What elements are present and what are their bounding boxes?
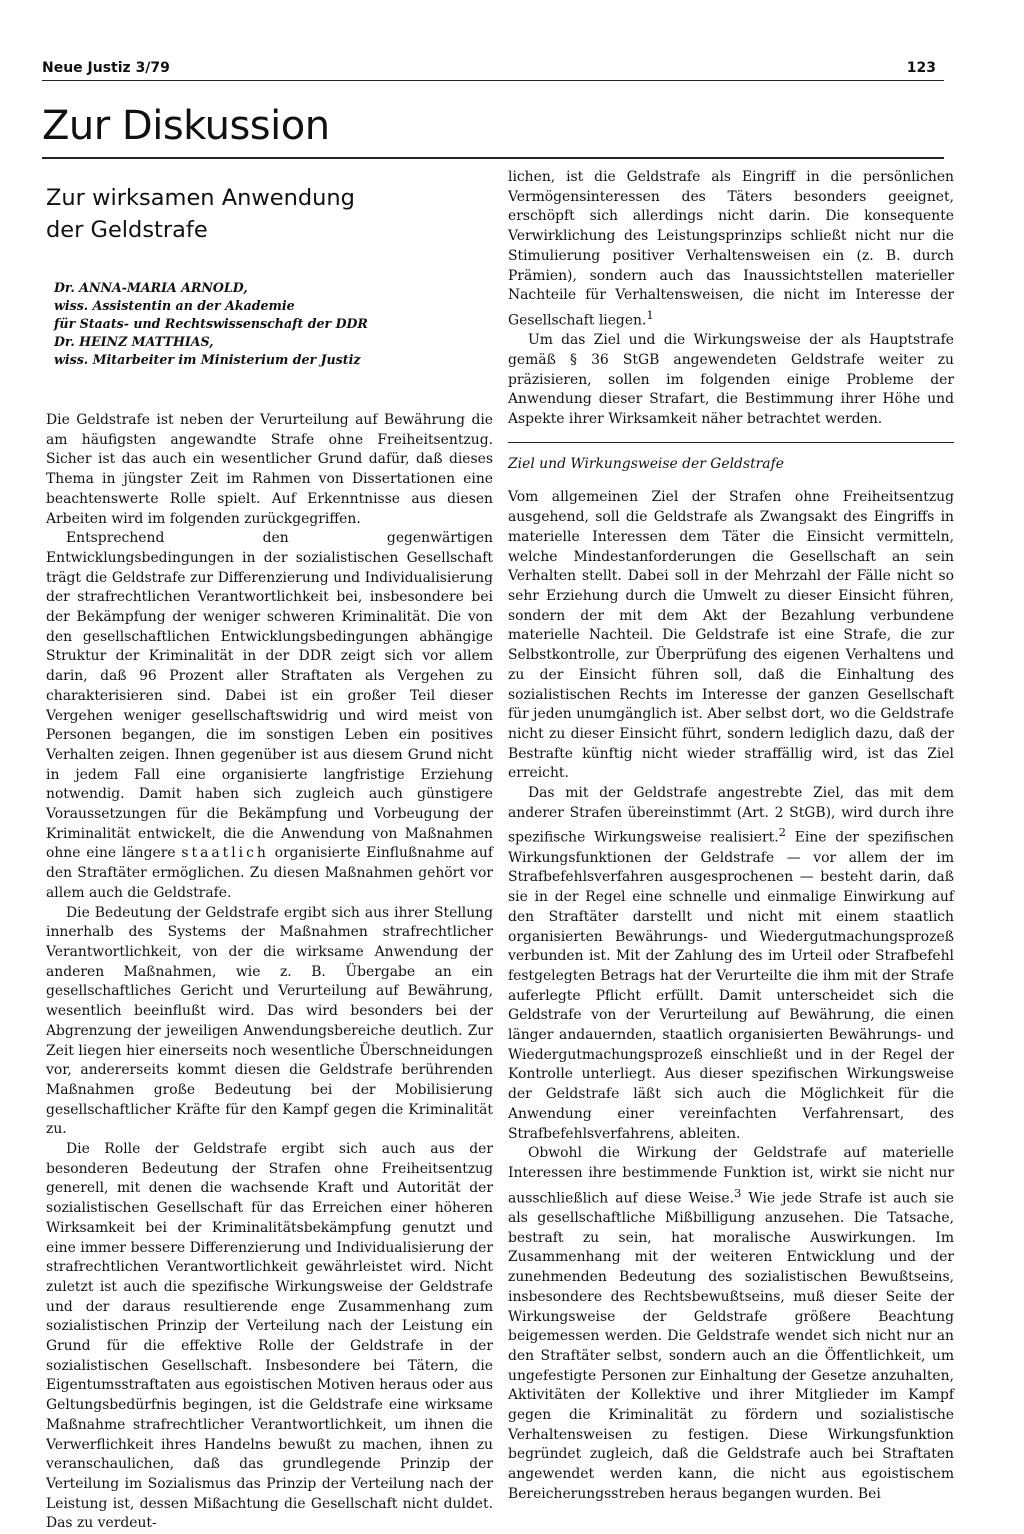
paragraph: Die Geldstrafe ist neben der Verurteilung auf Bewährung die am häufigsten angewandte Strafe ohne Freiheitsentzug. Sicher ist das auch ein wesentlicher Grund dafür, daß dieses Thema in jüngster Zeit im Rahmen von Dissertationen eine beachtenswerte Rolle spielt. Auf Erkenntnisse aus diesen Arbeiten wird im folgenden zurückgegriffen. [46,412,493,527]
paragraph-text: organisierte Einflußnahme auf den Straftäter ermöglichen. Zu diesen Maßnahmen gehört vor allem auch die Geldstrafe. [46,845,494,901]
paragraph [508,784,954,1144]
section-rule [42,157,944,159]
paragraph-text: lichen, ist die Geldstrafe als Eingriff in die persönlichen Vermögensinteressen des Täters besonders geeignet, erschöpft sich allerdings nicht darin. Die konsequente Verwirklichung des Leistungsprinzips schließt nicht nur die Stimulierung positiver Verhaltensweisen ein (z. B. durch Prämien), sondern auch das Inaussichtstellen materieller Nachteile für Verhaltensweisen, die nicht im Interesse der Gesellschaft liegen. [508,169,954,329]
paragraph: Die Bedeutung der Geldstrafe ergibt sich aus ihrer Stellung innerhalb des Systems der Maßnahmen strafrechtlicher Verantwortlichkeit, von der die wirksame Anwendung der anderen Maßnahmen, wie z. B. Übergabe an ein gesellschaftliches Gericht und Verurteilung auf Bewährung, wesentlich beeinflußt wird. Das wird besonders bei der Abgrenzung der jeweiligen Anwendungsbereiche deutlich. Zur Zeit liegen hier einerseits noch wesentliche Überschneidungen vor, andererseits kommt diesen die Geldstrafe berührenden Maßnahmen große Bedeutung bei der Mobilisierung gesellschaftlicher Kräfte für den Kampf gegen die Kriminalität zu. [46,904,493,1138]
author-2-name: Dr. HEINZ MATTHIAS, [54,334,214,349]
paragraph: Um das Ziel und die Wirkungsweise der als Hauptstrafe gemäß § 36 StGB angewendeten Geldstrafe weiter zu präzisieren, sollen im folgenden einige Probleme der Anwendung dieser Strafart, die Bestimmung ihrer Höhe und Aspekte ihrer Wirksamkeit näher betrachtet werden. [508,332,954,428]
journal-issue: Neue Justiz 3/79 [42,60,170,76]
paragraph-text: Das mit der Geldstrafe angestrebte Ziel, das mit dem anderer Strafen übereinstimmt (Art. 2 StGB), wird durch ihre spezifische Wirkungsweise realisiert. [508,785,954,847]
subsection-heading: Ziel und Wirkungsweise der Geldstrafe [508,455,784,472]
left-column [46,168,493,1534]
paragraph [46,529,493,903]
paragraph-text: Wie jede Strafe ist auch sie als gesellschaftliche Mißbilligung anzusehen. Die Tatsache, bestraft zu sein, hat moralische Auswirkungen. Im Zusammenhang mit der weiteren Entwicklung und der zunehmenden Bedeutung des sozialistischen Bewußtseins, insbesondere des Rechtsbewußtseins, muß dieser Seite der Wirkungsweise der Geldstrafe größere Beachtung beigemessen werden. Die Geldstrafe wendet sich nicht nur an den Straftäter selbst, sondern auch an die Öffentlichkeit, um ungefestigte Personen zur Einhaltung der Gesetze anzuhalten, Aktivitäten der Kollektive und ihrer Mitglieder im Kampf gegen die Kriminalität zu fördern und sozialistische Verhaltensweisen zu festigen. Diese Wirkungsfunktion begründet zugleich, daß die Geldstrafe auch bei Straftaten angewendet werden kann, die nicht aus egoistischem Bereicherungsstreben heraus begangen wurden. Bei [508,1190,955,1502]
footnote-marker: 2 [778,825,786,840]
paragraph-text: Obwohl die Wirkung der Geldstrafe auf materielle Interessen ihre bestimmende Funktion ist, wirkt sie nicht nur ausschließlich auf diese Weise. [508,1145,954,1207]
subsection-rule [508,442,954,443]
author-1-affiliation-cont: für Staats- und Rechtswissenschaft der DDR [54,316,368,331]
article-title-line-1: Zur wirksamen Anwendung [46,185,355,211]
article-title [46,182,493,246]
paragraph-text: Eine der spezifischen Wirkungsfunktionen der Geldstrafe — vor allem der im Strafbefehlsverfahren ausgesprochenen — besteht darin, daß sie in der Regel eine schnelle und einmalige Einwirkung auf den Straftäter darstellt und nicht mit einem staatlich organisierten Bewährungs- und Wiedergutmachungsprozeß verbunden ist. Mit der Zahlung des im Urteil oder Strafbefehl festgelegten Betrags hat der Verurteilte die ihm mit der Strafe auferlegte Pflicht erfüllt. Damit unterscheidet sich die Geldstrafe von der Verurteilung auf Bewährung, die einen länger andauernden, staatlich organisierten Bewährungs- und Wiedergutmachungsprozeß einschließt und in der Regel der Kontrolle unterliegt. Aus dieser spezifischen Wirkungsweise der Geldstrafe läßt sich auch die Möglichkeit für die Anwendung einer vereinfachten Verfahrensart, des Strafbefehlsverfahrens, ableiten. [508,830,954,1142]
paragraph [508,1144,954,1504]
emphasized-word: staatlich [181,845,269,862]
page-number: 123 [906,60,936,76]
paragraph-text: Entsprechend den gegenwärtigen Entwicklungsbedingungen in der sozialistischen Gesellschaft trägt die Geldstrafe zur Differenzierung und Individualisierung der strafrechtlichen Verantwortlichkeit bei, insbesondere bei der Bekämpfung der weniger schweren Kriminalität. Die von den gesellschaftlichen Entwicklungsbedingungen abhängige Struktur der Kriminalität in der DDR zeigt sich vor allem darin, daß 96 Prozent aller Straftaten als Vergehen zu charakterisieren sind. Dabei ist ein großer Teil dieser Vergehen weniger gesellschaftswidrig und wird meist von Personen begangen, die im sonstigen Leben ein positives Verhalten zeigen. Ihnen gegenüber ist aus diesem Grund nicht in jedem Fall eine organisierte langfristige Erziehung notwendig. Damit haben sich zugleich auch günstigere Voraussetzungen für die Bekämpfung und Vorbeugung der Kriminalität entwickelt, die die Anwendung von Maßnahmen ohne eine längere [46,530,493,862]
article-title-line-2: der Geldstrafe [46,217,208,243]
author-block [54,279,493,369]
section-title: Zur Diskussion [42,103,330,149]
right-body-text [508,168,954,430]
author-1-name: Dr. ANNA-MARIA ARNOLD, [54,280,248,295]
paragraph [508,168,954,331]
paragraph: Vom allgemeinen Ziel der Strafen ohne Freiheitsentzug ausgehend, soll die Geldstrafe als Zwangsakt des Eingriffs in materielle Interessen dem Täter die Einsicht vermitteln, welche Mindestanforderungen die Gesellschaft an sein Verhalten stellt. Dabei soll in der Mehrzahl der Fälle nicht so sehr Erziehung durch die Umwelt zu dieser Einsicht führen, sondern der mit dem Akt der Bezahlung verbundene materielle Nachteil. Die Geldstrafe ist eine Strafe, die zur Selbstkontrolle, zur Überprüfung des eigenen Verhaltens und zu der Einsicht führen soll, daß die Einhaltung des sozialistischen Rechts im Interesse der ganzen Gesellschaft für jeden unumgänglich ist. Aber selbst dort, wo die Geldstrafe nicht zu dieser Einsicht führt, sondern lediglich dazu, daß der Bestrafte künftig nicht wieder straffällig wird, ist das Ziel erreicht. [508,489,954,782]
left-body-text [46,411,493,1534]
header-rule [42,80,944,81]
author-2-affiliation: wiss. Mitarbeiter im Ministerium der Justiz [54,352,361,367]
footnote-marker: 3 [734,1185,742,1200]
paragraph: Die Rolle der Geldstrafe ergibt sich auch aus der besonderen Bedeutung der Strafen ohne Freiheitsentzug generell, mit denen die wachsende Kraft und Autorität der sozialistischen Gesellschaft für das Erreichen einer höheren Wirksamkeit bei der Kriminalitätsbekämpfung genutzt und eine immer bessere Differenzierung und Individualisierung der strafrechtlichen Verantwortlichkeit gewährleistet wird. Nicht zuletzt ist auch die spezifische Wirkungsweise der Geldstrafe und der daraus resultierende enge Zusammenhang zum sozialistischen Prinzip der Verteilung nach der Leistung ein Grund für die effektive Rolle der Geldstrafe in der sozialistischen Gesellschaft. Insbesondere bei Tätern, die Eigentumsstraftaten aus egoistischen Motiven heraus oder aus Geltungsbedürfnis begingen, ist die Geldstrafe eine wirksame Maßnahme strafrechtlicher Verantwortlichkeit, um ihnen die Verwerflichkeit ihres Handelns bewußt zu machen, ihnen zu veranschaulichen, daß das grundlegende Prinzip der Verteilung im Sozialismus das Prinzip der Verteilung nach der Leistung ist, dessen Mißachtung die Gesellschaft nicht duldet. Das zu verdeut- [46,1141,493,1532]
author-1-affiliation: wiss. Assistentin an der Akademie [54,298,295,313]
subsection-body-text [508,488,954,1504]
right-column [508,168,954,1505]
footnote-marker: 1 [646,307,654,322]
